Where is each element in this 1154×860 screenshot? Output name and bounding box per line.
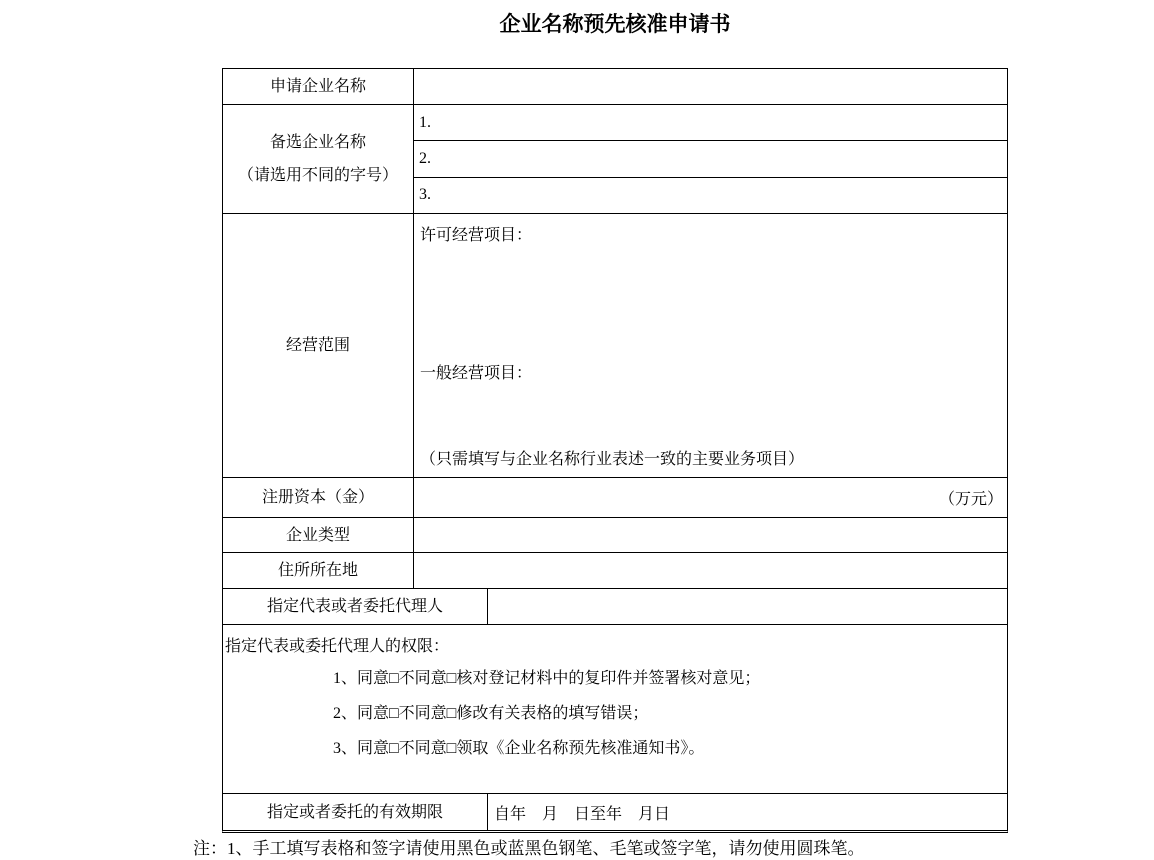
permissions-heading: 指定代表或委托代理人的权限： (225, 638, 450, 655)
enterprise-type-input-cell[interactable] (414, 518, 1007, 552)
registered-capital-input-cell[interactable] (414, 478, 1007, 517)
enterprise-type-label: 企业类型 (223, 518, 414, 552)
row-permissions (223, 624, 1007, 793)
alternative-name-cell-1[interactable]: 1. (419, 113, 431, 131)
permission-item-3[interactable]: 3、同意□不同意□领取《企业名称预先核准通知书》。 (333, 740, 705, 757)
alternative-name-cell-2[interactable]: 2. (414, 140, 1007, 176)
business-scope-hint: （只需填写与企业名称行业表述一致的主要业务项目） (420, 451, 805, 468)
registered-capital-unit: （万元） (938, 491, 1003, 508)
alternative-name-cell-3[interactable]: 3. (414, 177, 1007, 213)
registered-capital-label: 注册资本（金） (223, 478, 414, 517)
footnote: 注：1、手工填写表格和签字请使用黑色或蓝黑色钢笔、毛笔或签字笔，请勿使用圆珠笔。 (193, 839, 865, 858)
row-registered-capital (223, 477, 1007, 517)
applied-name-label: 申请企业名称 (223, 69, 414, 104)
row-residence (223, 552, 1007, 588)
representative-label: 指定代表或者委托代理人 (223, 589, 488, 624)
alternative-names-label-line1: 备选企业名称 (269, 134, 366, 151)
alternative-names-label-line2: （请选用不同的字号） (237, 167, 398, 184)
validity-period-input-cell[interactable]: 自年 月 日至年 月日 (494, 805, 671, 823)
row-applied-name (223, 69, 1007, 104)
alternative-names-inputs (414, 105, 1007, 213)
row-business-scope (223, 213, 1007, 477)
general-items-label: 一般经营项目： (420, 365, 533, 382)
business-scope-input-cell[interactable] (414, 214, 1007, 477)
applied-name-input-cell[interactable] (414, 69, 1007, 104)
row-enterprise-type (223, 517, 1007, 552)
representative-input-cell[interactable] (488, 589, 1007, 624)
licensed-items-label: 许可经营项目： (420, 227, 533, 244)
business-scope-label: 经营范围 (223, 214, 414, 477)
permission-item-2[interactable]: 2、同意□不同意□修改有关表格的填写错误； (333, 705, 649, 722)
residence-label: 住所所在地 (223, 553, 414, 588)
row-representative (223, 588, 1007, 624)
application-form-table (222, 68, 1008, 833)
validity-period-label: 指定或者委托的有效期限 (223, 794, 488, 830)
row-validity-period (223, 793, 1007, 830)
residence-input-cell[interactable] (414, 553, 1007, 588)
page-title: 企业名称预先核准申请书 (499, 12, 731, 36)
alternative-names-label (223, 105, 414, 213)
row-alternative-names (223, 104, 1007, 213)
permission-item-1[interactable]: 1、同意□不同意□核对登记材料中的复印件并签署核对意见； (333, 670, 761, 687)
